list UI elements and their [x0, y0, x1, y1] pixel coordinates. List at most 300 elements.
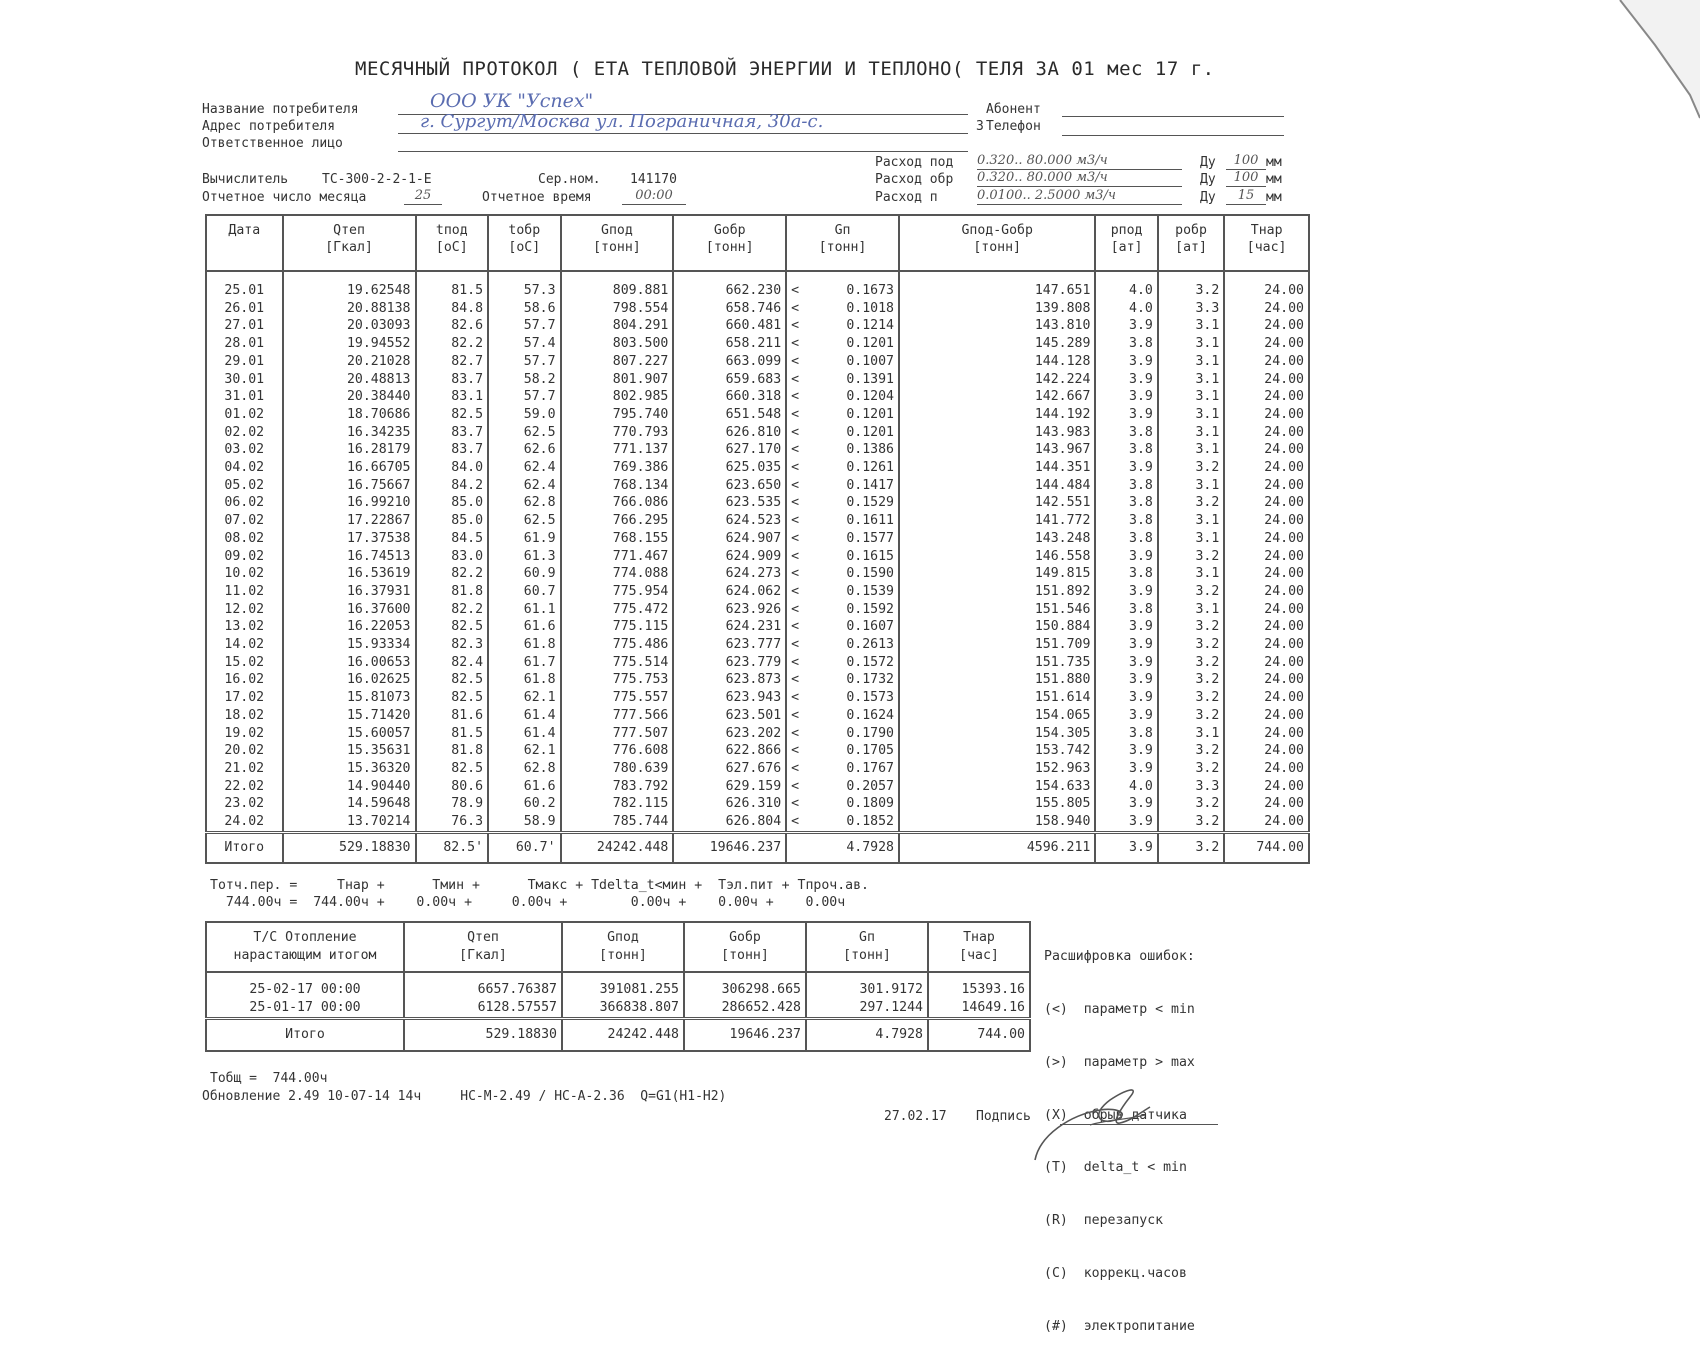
table-cell: 3.2 [1158, 654, 1224, 672]
table-cell: 82.2 [416, 335, 489, 353]
table-cell: 771.137 [561, 441, 674, 459]
table-cell: 662.230 [673, 271, 786, 300]
table-cell: 12.02 [206, 601, 283, 619]
table-cell: 785.744 [561, 813, 674, 832]
legend-item: (T) delta_t < min [1044, 1160, 1187, 1176]
flow-supply-unit: мм [1266, 155, 1282, 170]
table-cell: 769.386 [561, 459, 674, 477]
scan-corner-mark [1580, 0, 1700, 140]
table-cell: 3.2 [1158, 832, 1224, 863]
table-cell: 24.00 [1224, 601, 1309, 619]
table-cell: 19646.237 [684, 1019, 806, 1052]
table-row [206, 530, 1309, 548]
table-cell: 3.1 [1158, 424, 1224, 442]
table-cell: 24.00 [1224, 671, 1309, 689]
table-cell: 24.00 [1224, 271, 1309, 300]
table-cell: 775.486 [561, 636, 674, 654]
legend-item: (<) параметр < min [1044, 1001, 1195, 1017]
table-cell: 4.0 [1095, 778, 1157, 796]
serial-value: 141170 [630, 172, 677, 187]
table-cell: 529.18830 [283, 832, 416, 863]
table-cell: 798.554 [561, 300, 674, 318]
table-cell: 78.9 [416, 795, 489, 813]
table-cell: 801.907 [561, 371, 674, 389]
table-cell: 3.9 [1095, 689, 1157, 707]
table-row [206, 300, 1309, 318]
table-cell: 25-01-17 00:00 [206, 999, 404, 1019]
table-cell: 297.1244 [806, 999, 928, 1019]
column-header: tпод [oC] [416, 215, 489, 271]
table-cell: 306298.665 [684, 972, 806, 999]
table-cell: < 0.2613 [786, 636, 899, 654]
table-cell: 3.3 [1158, 778, 1224, 796]
table-cell: 625.035 [673, 459, 786, 477]
time-summary-formula: Тотч.пер. = Tнар + Tмин + Tмакс + Tdelta_t<мин + Tэл.пит + Tпроч.ав. [210, 878, 869, 893]
table-row [206, 335, 1309, 353]
table-cell: 15.35631 [283, 742, 416, 760]
table-cell: 14.59648 [283, 795, 416, 813]
table-cell: 62.5 [488, 424, 561, 442]
table-cell: 14.90440 [283, 778, 416, 796]
column-header: Т/С Отопление нарастающим итогом [206, 922, 404, 972]
table-cell: < 0.1767 [786, 760, 899, 778]
table-cell: 3.2 [1158, 813, 1224, 832]
table-cell: 60.2 [488, 795, 561, 813]
table-cell: 802.985 [561, 388, 674, 406]
table-cell: 61.7 [488, 654, 561, 672]
table-cell: 16.37931 [283, 583, 416, 601]
table-cell: 24.00 [1224, 353, 1309, 371]
table-cell: 366838.807 [562, 999, 684, 1019]
table-cell: 84.2 [416, 477, 489, 495]
table-cell: 57.7 [488, 388, 561, 406]
phone-prefix: 3 [976, 119, 984, 134]
table-cell: < 0.1852 [786, 813, 899, 832]
table-cell: 82.2 [416, 601, 489, 619]
table-cell: 146.558 [899, 548, 1095, 566]
table-cell: 3.1 [1158, 477, 1224, 495]
table-cell: 85.0 [416, 512, 489, 530]
table-cell: 03.02 [206, 441, 283, 459]
column-header: Gпод [тонн] [562, 922, 684, 972]
table-cell: 24.00 [1224, 477, 1309, 495]
table-cell: 3.9 [1095, 371, 1157, 389]
flow-return-label: Расход обр [875, 172, 954, 187]
table-cell: 4.0 [1095, 271, 1157, 300]
table-row [206, 654, 1309, 672]
table-cell: 23.02 [206, 795, 283, 813]
table-cell: 775.115 [561, 618, 674, 636]
table-cell: 21.02 [206, 760, 283, 778]
table-cell: 623.650 [673, 477, 786, 495]
table-cell: 145.289 [899, 335, 1095, 353]
flow-makeup-range: 0.0100.. 2.5000 м3/ч [977, 188, 1182, 205]
table-cell: 3.2 [1158, 459, 1224, 477]
table-cell: 154.305 [899, 725, 1095, 743]
table-cell: 15.36320 [283, 760, 416, 778]
table-cell: 147.651 [899, 271, 1095, 300]
table-cell: 24.00 [1224, 371, 1309, 389]
table-row [206, 760, 1309, 778]
table-cell: 82.5 [416, 671, 489, 689]
table-cell: 82.7 [416, 353, 489, 371]
table-cell: 13.02 [206, 618, 283, 636]
table-row [206, 353, 1309, 371]
table-cell: 15.81073 [283, 689, 416, 707]
table-cell: 19.94552 [283, 335, 416, 353]
table-cell: 3.9 [1095, 760, 1157, 778]
table-row [206, 636, 1309, 654]
table-cell: 24.00 [1224, 618, 1309, 636]
table-cell: 58.6 [488, 300, 561, 318]
table-cell: 57.3 [488, 271, 561, 300]
table-cell: 626.310 [673, 795, 786, 813]
table-cell: 18.02 [206, 707, 283, 725]
table-cell: 61.1 [488, 601, 561, 619]
column-header: Gобр [тонн] [673, 215, 786, 271]
column-header: tобр [oC] [488, 215, 561, 271]
table-cell: 155.805 [899, 795, 1095, 813]
table-cell: 771.467 [561, 548, 674, 566]
table-cell: 06.02 [206, 494, 283, 512]
table-cell: 61.3 [488, 548, 561, 566]
table-cell: 142.667 [899, 388, 1095, 406]
table-cell: 81.5 [416, 271, 489, 300]
legend-item: (R) перезапуск [1044, 1213, 1164, 1229]
table-cell: 795.740 [561, 406, 674, 424]
table-cell: 61.8 [488, 636, 561, 654]
table-cell: 28.01 [206, 335, 283, 353]
table-cell: 3.8 [1095, 530, 1157, 548]
table-cell: < 0.1607 [786, 618, 899, 636]
table-cell: 623.779 [673, 654, 786, 672]
table-cell: 24.00 [1224, 689, 1309, 707]
table-cell: 24.00 [1224, 406, 1309, 424]
table-cell: 3.9 [1095, 548, 1157, 566]
table-cell: 07.02 [206, 512, 283, 530]
table-cell: 82.5 [416, 406, 489, 424]
table-cell: 3.8 [1095, 565, 1157, 583]
table-cell: 775.954 [561, 583, 674, 601]
table-cell: < 0.1018 [786, 300, 899, 318]
flow-return-du-label: Ду [1200, 172, 1216, 187]
table-cell: 27.01 [206, 317, 283, 335]
table-cell: 16.02625 [283, 671, 416, 689]
column-header: pобр [ат] [1158, 215, 1224, 271]
table-cell: 82.5 [416, 689, 489, 707]
table-cell: < 0.1214 [786, 317, 899, 335]
table-cell: 02.02 [206, 424, 283, 442]
table-row [206, 271, 1309, 300]
table-cell: 774.088 [561, 565, 674, 583]
table-cell: 3.1 [1158, 388, 1224, 406]
table-cell: 3.9 [1095, 654, 1157, 672]
report-time-label: Отчетное время [482, 190, 592, 205]
table-row [206, 725, 1309, 743]
column-header: Gобр [тонн] [684, 922, 806, 972]
table-cell: 660.318 [673, 388, 786, 406]
table-cell: 15.93334 [283, 636, 416, 654]
table-cell: 24.00 [1224, 335, 1309, 353]
table-cell: 24.00 [1224, 548, 1309, 566]
table-cell: < 0.1529 [786, 494, 899, 512]
table-cell: 776.608 [561, 742, 674, 760]
table-cell: 16.53619 [283, 565, 416, 583]
table-row [206, 317, 1309, 335]
table-cell: 14.02 [206, 636, 283, 654]
table-cell: 623.777 [673, 636, 786, 654]
table-cell: 766.295 [561, 512, 674, 530]
consumer-name-value: ООО УК "Успех" [430, 90, 594, 112]
table-cell: 16.00653 [283, 654, 416, 672]
table-cell: 3.2 [1158, 548, 1224, 566]
table-row [206, 477, 1309, 495]
table-cell: 775.753 [561, 671, 674, 689]
table-cell: 04.02 [206, 459, 283, 477]
table-cell: 20.48813 [283, 371, 416, 389]
table-cell: 3.2 [1158, 671, 1224, 689]
table-cell: 3.1 [1158, 353, 1224, 371]
table-cell: < 0.1204 [786, 388, 899, 406]
consumer-name-label: Название потребителя [202, 102, 359, 117]
table-cell: 151.709 [899, 636, 1095, 654]
table-cell: 775.514 [561, 654, 674, 672]
table-row [206, 689, 1309, 707]
subscriber-line [1062, 100, 1284, 117]
table-cell: 391081.255 [562, 972, 684, 999]
table-cell: 20.02 [206, 742, 283, 760]
table-cell: 01.02 [206, 406, 283, 424]
subscriber-label: Абонент [986, 102, 1041, 117]
table-cell: 3.3 [1158, 300, 1224, 318]
table-cell: 81.5 [416, 725, 489, 743]
flow-makeup-label: Расход п [875, 190, 938, 205]
table-row [206, 424, 1309, 442]
column-header: pпод [ат] [1095, 215, 1157, 271]
table-cell: 3.1 [1158, 725, 1224, 743]
table-cell: 76.3 [416, 813, 489, 832]
table-cell: < 0.1539 [786, 583, 899, 601]
table-cell: 16.66705 [283, 459, 416, 477]
table-cell: 24.00 [1224, 530, 1309, 548]
table-cell: 775.557 [561, 689, 674, 707]
table-cell: < 0.1590 [786, 565, 899, 583]
consumer-address-value: г. Сургут/Москва ул. Пограничная, 30а-с. [420, 111, 824, 132]
table-cell: 20.21028 [283, 353, 416, 371]
cumulative-table [205, 921, 1031, 1052]
table-cell: 24.00 [1224, 813, 1309, 832]
table-cell: 766.086 [561, 494, 674, 512]
table-cell: 623.501 [673, 707, 786, 725]
table-cell: 4.7928 [786, 832, 899, 863]
table-row [206, 583, 1309, 601]
table-cell: 15.02 [206, 654, 283, 672]
column-header: Qтеп [Гкал] [283, 215, 416, 271]
signature-date: 27.02.17 [884, 1109, 947, 1124]
table-cell: 3.1 [1158, 335, 1224, 353]
table-cell: 15.60057 [283, 725, 416, 743]
table-cell: 768.155 [561, 530, 674, 548]
table-cell: 24.00 [1224, 459, 1309, 477]
table-cell: 3.9 [1095, 459, 1157, 477]
table-cell: 62.5 [488, 512, 561, 530]
table-cell: 15.71420 [283, 707, 416, 725]
table-cell: 3.8 [1095, 335, 1157, 353]
table-cell: 807.227 [561, 353, 674, 371]
table-cell: 768.134 [561, 477, 674, 495]
table-cell: 3.2 [1158, 760, 1224, 778]
table-cell: 24.00 [1224, 317, 1309, 335]
table-cell: 85.0 [416, 494, 489, 512]
table-cell: 62.6 [488, 441, 561, 459]
calculator-value: ТС-300-2-2-1-Е [322, 172, 432, 187]
table-cell: 13.70214 [283, 813, 416, 832]
table-cell: 3.2 [1158, 583, 1224, 601]
column-header: Tнар [час] [1224, 215, 1309, 271]
table-cell: 623.873 [673, 671, 786, 689]
table-cell: 82.3 [416, 636, 489, 654]
table-cell: 622.866 [673, 742, 786, 760]
table-cell: 24.00 [1224, 742, 1309, 760]
table-row [206, 371, 1309, 389]
legend-item: (X) обрыв датчика [1044, 1107, 1187, 1123]
table-cell: 143.967 [899, 441, 1095, 459]
table-cell: 3.2 [1158, 742, 1224, 760]
table-cell: 158.940 [899, 813, 1095, 832]
table-cell: 58.9 [488, 813, 561, 832]
column-header: Gп [тонн] [806, 922, 928, 972]
table-cell: 31.01 [206, 388, 283, 406]
table-cell: 3.8 [1095, 725, 1157, 743]
legend-item: (>) параметр > max [1044, 1054, 1195, 1070]
table-cell: 143.248 [899, 530, 1095, 548]
table-cell: 16.99210 [283, 494, 416, 512]
table-cell: 3.8 [1095, 477, 1157, 495]
table-cell: 57.7 [488, 353, 561, 371]
table-cell: < 0.1573 [786, 689, 899, 707]
table-cell: 144.192 [899, 406, 1095, 424]
table-row [206, 707, 1309, 725]
table-cell: 3.2 [1158, 494, 1224, 512]
table-cell: 529.18830 [404, 1019, 562, 1052]
table-row [206, 795, 1309, 813]
table-cell: 16.74513 [283, 548, 416, 566]
table-cell: 775.472 [561, 601, 674, 619]
table-cell: 804.291 [561, 317, 674, 335]
table-cell: 626.810 [673, 424, 786, 442]
table-cell: 3.9 [1095, 618, 1157, 636]
table-cell: 17.22867 [283, 512, 416, 530]
table-cell: 626.804 [673, 813, 786, 832]
table-cell: 153.742 [899, 742, 1095, 760]
legend-title: Расшифровка ошибок: [1044, 949, 1195, 965]
consumer-address-label: Адрес потребителя [202, 119, 336, 134]
table-cell: 3.2 [1158, 618, 1224, 636]
table-cell: 24.00 [1224, 512, 1309, 530]
table-cell: 3.9 [1095, 317, 1157, 335]
table-cell: 24.00 [1224, 654, 1309, 672]
table-cell: < 0.1592 [786, 601, 899, 619]
flow-return-du-value: 100 [1226, 170, 1266, 187]
table-cell: 20.88138 [283, 300, 416, 318]
table-cell: < 0.1809 [786, 795, 899, 813]
table-cell: 61.9 [488, 530, 561, 548]
table-cell: < 0.1624 [786, 707, 899, 725]
table-cell: 16.02 [206, 671, 283, 689]
table-cell: 3.2 [1158, 795, 1224, 813]
table-cell: < 0.1007 [786, 353, 899, 371]
flow-makeup-unit: мм [1266, 190, 1282, 205]
table-cell: 803.500 [561, 335, 674, 353]
table-cell: 152.963 [899, 760, 1095, 778]
table-row [206, 388, 1309, 406]
table-cell: 17.02 [206, 689, 283, 707]
table-cell: 3.9 [1095, 636, 1157, 654]
table-cell: < 0.1391 [786, 371, 899, 389]
table-cell: 151.546 [899, 601, 1095, 619]
column-header: Tнар [час] [928, 922, 1030, 972]
table-cell: < 0.1201 [786, 424, 899, 442]
table-row [206, 618, 1309, 636]
table-cell: 3.2 [1158, 271, 1224, 300]
table-cell: 61.4 [488, 707, 561, 725]
table-cell: 809.881 [561, 271, 674, 300]
table-cell: 143.810 [899, 317, 1095, 335]
column-header: Qтеп [Гкал] [404, 922, 562, 972]
table-cell: 6128.57557 [404, 999, 562, 1019]
table-cell: 144.128 [899, 353, 1095, 371]
table-cell: 19646.237 [673, 832, 786, 863]
table-cell: 24242.448 [561, 832, 674, 863]
total-row [206, 832, 1309, 863]
table-cell: < 0.1417 [786, 477, 899, 495]
column-header: Дата [206, 215, 283, 271]
flow-supply-range: 0.320.. 80.000 м3/ч [977, 153, 1182, 170]
table-cell: 83.1 [416, 388, 489, 406]
table-cell: 24.00 [1224, 583, 1309, 601]
table-cell: 3.1 [1158, 371, 1224, 389]
table-cell: 144.351 [899, 459, 1095, 477]
flow-supply-du-value: 100 [1226, 153, 1266, 170]
table-cell: 144.484 [899, 477, 1095, 495]
table-cell: 3.9 [1095, 353, 1157, 371]
table-cell: 744.00 [1224, 832, 1309, 863]
table-row [206, 742, 1309, 760]
signature-mark [1030, 1085, 1180, 1165]
table-cell: 24.00 [1224, 778, 1309, 796]
table-cell: 25.01 [206, 271, 283, 300]
table-cell: 61.4 [488, 725, 561, 743]
table-row [206, 565, 1309, 583]
table-cell: 24.00 [1224, 707, 1309, 725]
table-cell: 83.7 [416, 371, 489, 389]
table-cell: 82.4 [416, 654, 489, 672]
table-cell: 3.8 [1095, 494, 1157, 512]
table-cell: 24.00 [1224, 424, 1309, 442]
table-cell: 3.1 [1158, 512, 1224, 530]
table-cell: 3.9 [1095, 742, 1157, 760]
table-cell: 15393.16 [928, 972, 1030, 999]
table-cell: 624.907 [673, 530, 786, 548]
total-row [206, 1019, 1030, 1052]
table-cell: 29.01 [206, 353, 283, 371]
table-cell: 59.0 [488, 406, 561, 424]
table-cell: 81.6 [416, 707, 489, 725]
table-cell: 624.062 [673, 583, 786, 601]
table-cell: 3.9 [1095, 406, 1157, 424]
legend-item: (#) электропитание [1044, 1318, 1195, 1334]
table-cell: 142.224 [899, 371, 1095, 389]
